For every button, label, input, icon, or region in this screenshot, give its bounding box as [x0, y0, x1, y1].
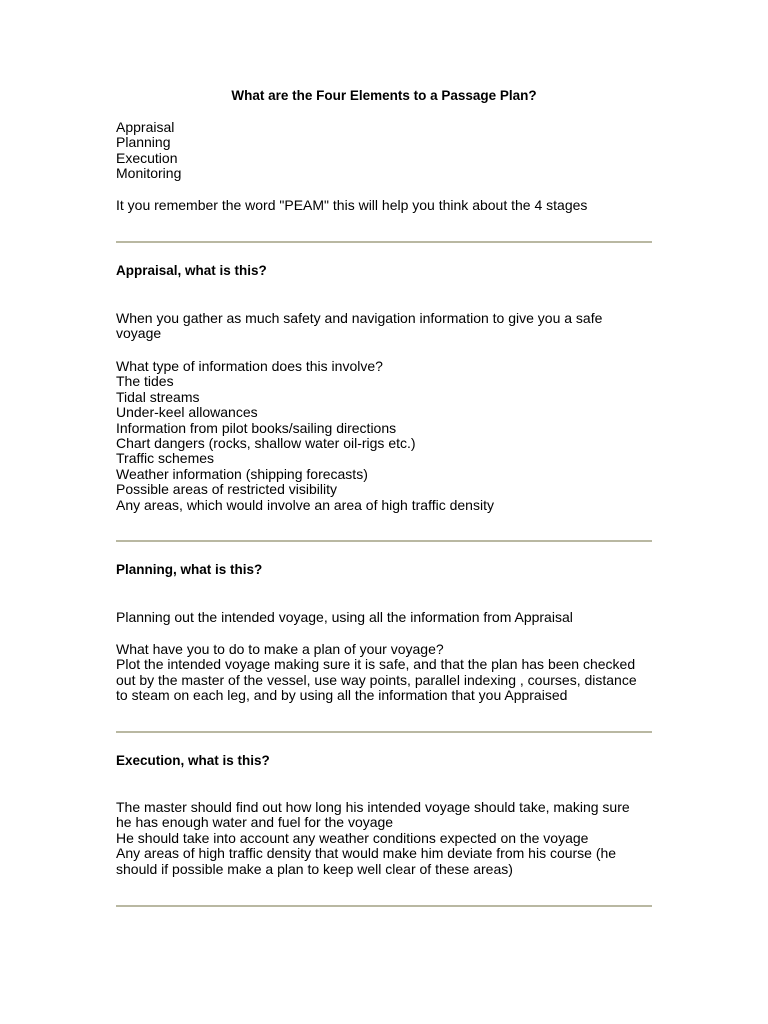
section-divider	[116, 905, 652, 907]
list-item: Tidal streams	[116, 388, 200, 405]
four-elements-list	[116, 120, 656, 182]
planning-heading: Planning, what is this?	[116, 562, 263, 577]
list-item: Any areas, which would involve an area of high traffic density	[116, 496, 494, 513]
list-item: The tides	[116, 373, 174, 390]
page-title: What are the Four Elements to a Passage Plan?	[231, 88, 537, 103]
execution-heading: Execution, what is this?	[116, 753, 270, 768]
paragraph-line: to steam on each leg, and by using all the information that you Appraised	[116, 687, 568, 704]
appraisal-info-list	[116, 359, 656, 513]
execution-body	[116, 800, 656, 877]
planning-question: What have you to do to make a plan of your voyage?	[116, 641, 444, 657]
section-divider	[116, 241, 652, 243]
list-item: Appraisal	[116, 119, 175, 135]
paragraph-line: He should take into account any weather conditions expected on the voyage	[116, 829, 589, 846]
peam-note-text: It you remember the word "PEAM" this will help you think about the 4 stages	[116, 197, 588, 213]
list-item: Possible areas of restricted visibility	[116, 481, 337, 498]
list-item: Information from pilot books/sailing directions	[116, 419, 397, 436]
list-item: Traffic schemes	[116, 450, 215, 467]
paragraph-line: voyage	[116, 325, 162, 342]
paragraph-line: Planning out the intended voyage, using all the information from Appraisal	[116, 609, 573, 625]
appraisal-definition	[116, 311, 656, 342]
list-item: Planning	[116, 134, 171, 151]
planning-answer	[116, 642, 656, 704]
paragraph-line: Any areas of high traffic density that would make him deviate from his course (he	[116, 845, 617, 862]
list-item: Chart dangers (rocks, shallow water oil-rigs etc.)	[116, 435, 416, 452]
peam-note	[116, 198, 656, 213]
section-divider	[116, 731, 652, 733]
list-item: Execution	[116, 149, 178, 166]
planning-definition	[116, 610, 656, 625]
list-item: Weather information (shipping forecasts)	[116, 465, 368, 482]
appraisal-question: What type of information does this involve?	[116, 358, 383, 374]
section-divider	[116, 540, 652, 542]
list-item: Under-keel allowances	[116, 404, 258, 421]
paragraph-line: When you gather as much safety and navigation information to give you a safe	[116, 310, 603, 326]
appraisal-heading: Appraisal, what is this?	[116, 263, 267, 278]
paragraph-line: The master should find out how long his intended voyage should take, making sure	[116, 799, 630, 815]
paragraph-line: should if possible make a plan to keep well clear of these areas)	[116, 860, 513, 877]
list-item: Monitoring	[116, 165, 182, 182]
paragraph-line: he has enough water and fuel for the voyage	[116, 814, 394, 831]
paragraph-line: Plot the intended voyage making sure it is safe, and that the plan has been checked	[116, 656, 636, 673]
paragraph-line: out by the master of the vessel, use way points, parallel indexing , courses, distance	[116, 671, 637, 688]
